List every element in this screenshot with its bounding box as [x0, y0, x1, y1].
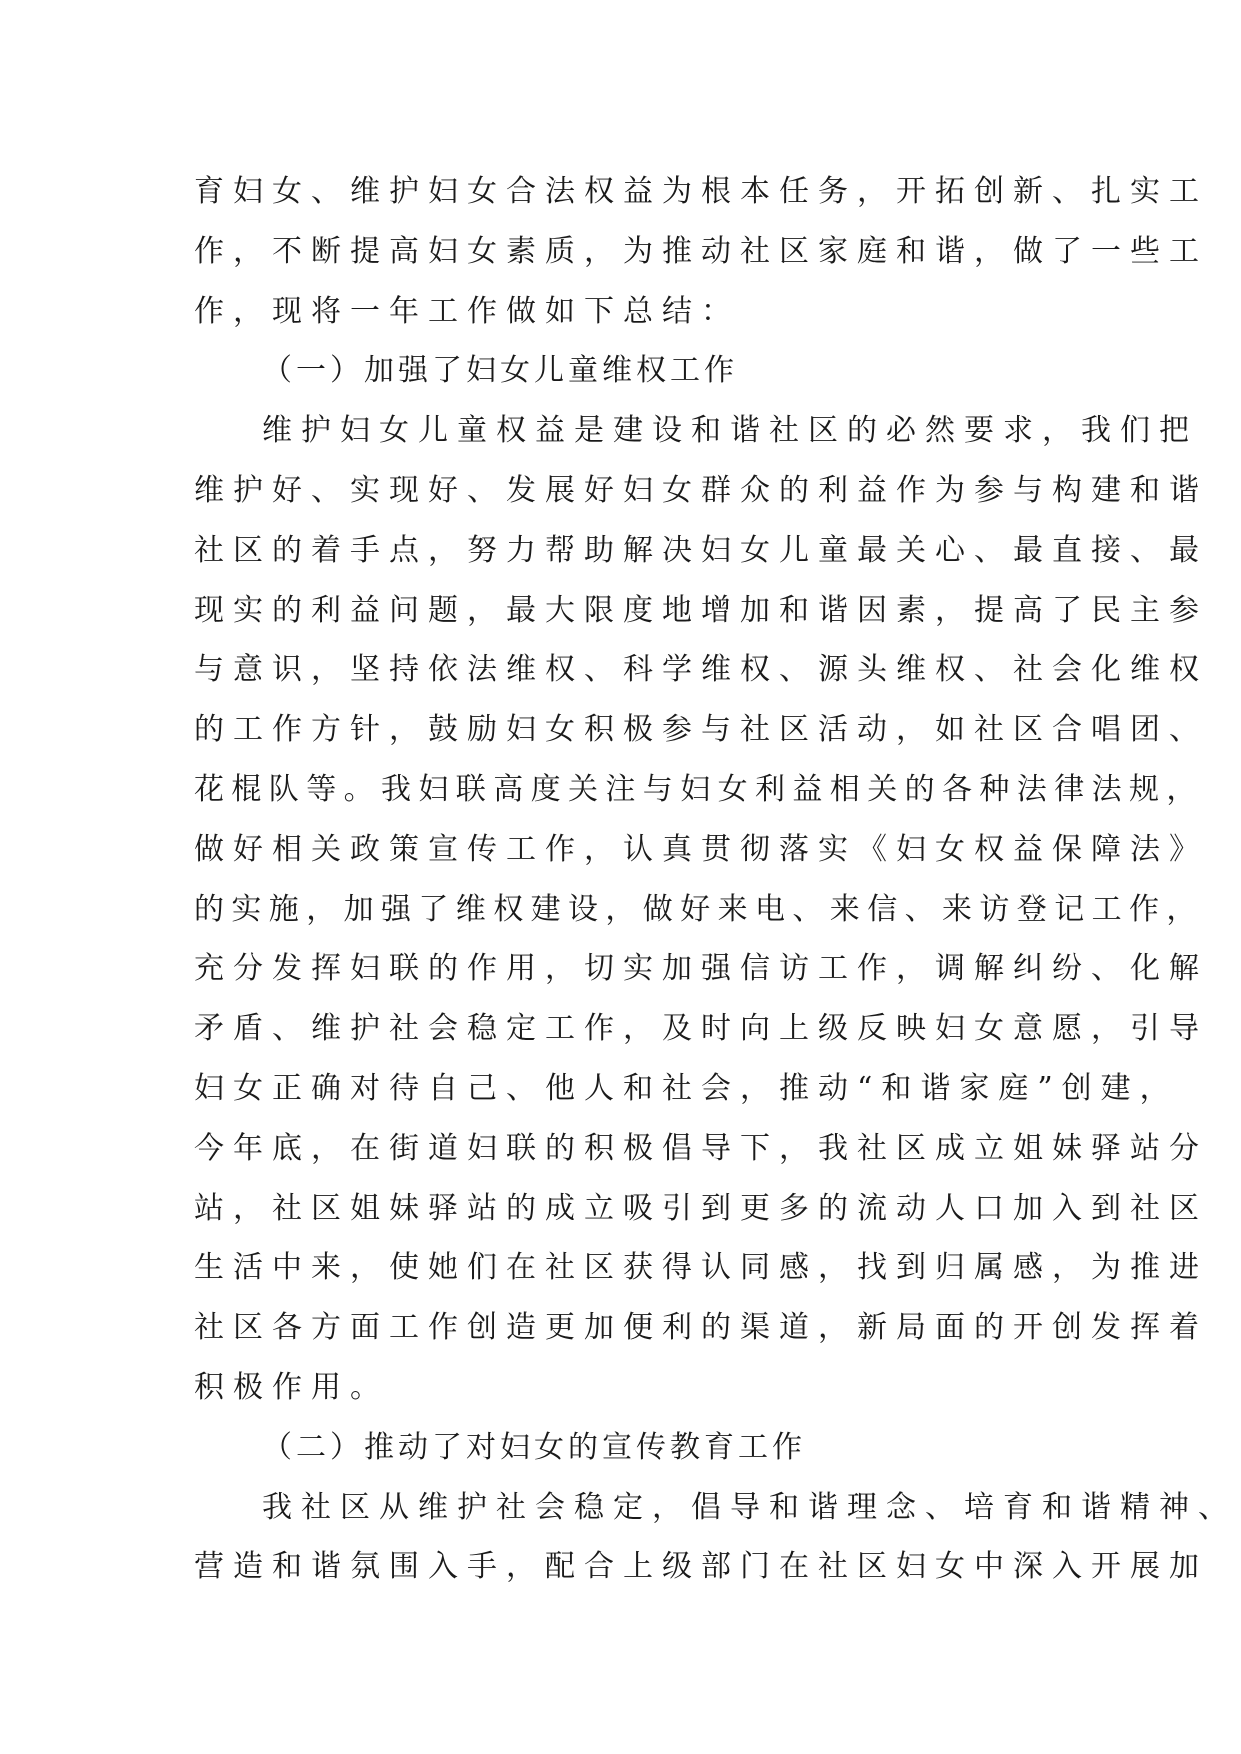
paragraph-first-line: 我社区从维护社会稳定，倡导和谐理念、培育和谐精神、 — [262, 1489, 1237, 1525]
text-line: 育妇女、维护妇女合法权益为根本任务，开拓创新、扎实工 — [194, 174, 1208, 209]
text-line: 站，社区姐妹驿站的成立吸引到更多的流动人口加入到社区 — [194, 1190, 1208, 1226]
text-line: 的实施，加强了维权建设，做好来电、来信、来访登记工作， — [194, 891, 1204, 927]
text-line: 生活中来，使她们在社区获得认同感，找到归属感，为推进 — [194, 1250, 1208, 1286]
text-line: 维护好、实现好、发展好妇女群众的利益作为参与构建和谐 — [194, 472, 1208, 508]
text-line: 今年底，在街道妇联的积极倡导下，我社区成立姐妹驿站分 — [194, 1130, 1208, 1166]
text-line: 的工作方针，鼓励妇女积极参与社区活动，如社区合唱团、 — [194, 712, 1208, 748]
text-line: 矛盾、维护社会稳定工作，及时向上级反映妇女意愿，引导 — [194, 1011, 1208, 1047]
paragraph-first-line: 维护妇女儿童权益是建设和谐社区的必然要求，我们把 — [262, 413, 1198, 449]
text-line: 花棍队等。我妇联高度关注与妇女利益相关的各种法律法规， — [194, 771, 1204, 807]
text-line: 充分发挥妇联的作用，切实加强信访工作，调解纠纷、化解 — [194, 951, 1208, 987]
section-heading-2: （二）推动了对妇女的宣传教育工作 — [262, 1429, 806, 1465]
text-line: 积极作用。 — [194, 1369, 389, 1405]
text-line: 营造和谐氛围入手，配合上级部门在社区妇女中深入开展加 — [194, 1549, 1208, 1585]
text-line: 社区的着手点，努力帮助解决妇女儿童最关心、最直接、最 — [194, 532, 1208, 568]
text-line: 作，现将一年工作做如下总结： — [194, 293, 740, 329]
body-text — [194, 162, 1237, 1597]
text-line: 做好相关政策宣传工作，认真贯彻落实《妇女权益保障法》 — [194, 831, 1208, 867]
text-line: 社区各方面工作创造更加便利的渠道，新局面的开创发挥着 — [194, 1310, 1208, 1346]
text-line: 作，不断提高妇女素质，为推动社区家庭和谐，做了一些工 — [194, 233, 1208, 269]
text-line: 与意识，坚持依法维权、科学维权、源头维权、社会化维权 — [194, 652, 1208, 688]
section-heading-1: （一）加强了妇女儿童维权工作 — [262, 353, 738, 389]
text-line: 现实的利益问题，最大限度地增加和谐因素，提高了民主参 — [194, 592, 1208, 628]
text-line: 妇女正确对待自己、他人和社会，推动“和谐家庭”创建， — [194, 1070, 1179, 1106]
